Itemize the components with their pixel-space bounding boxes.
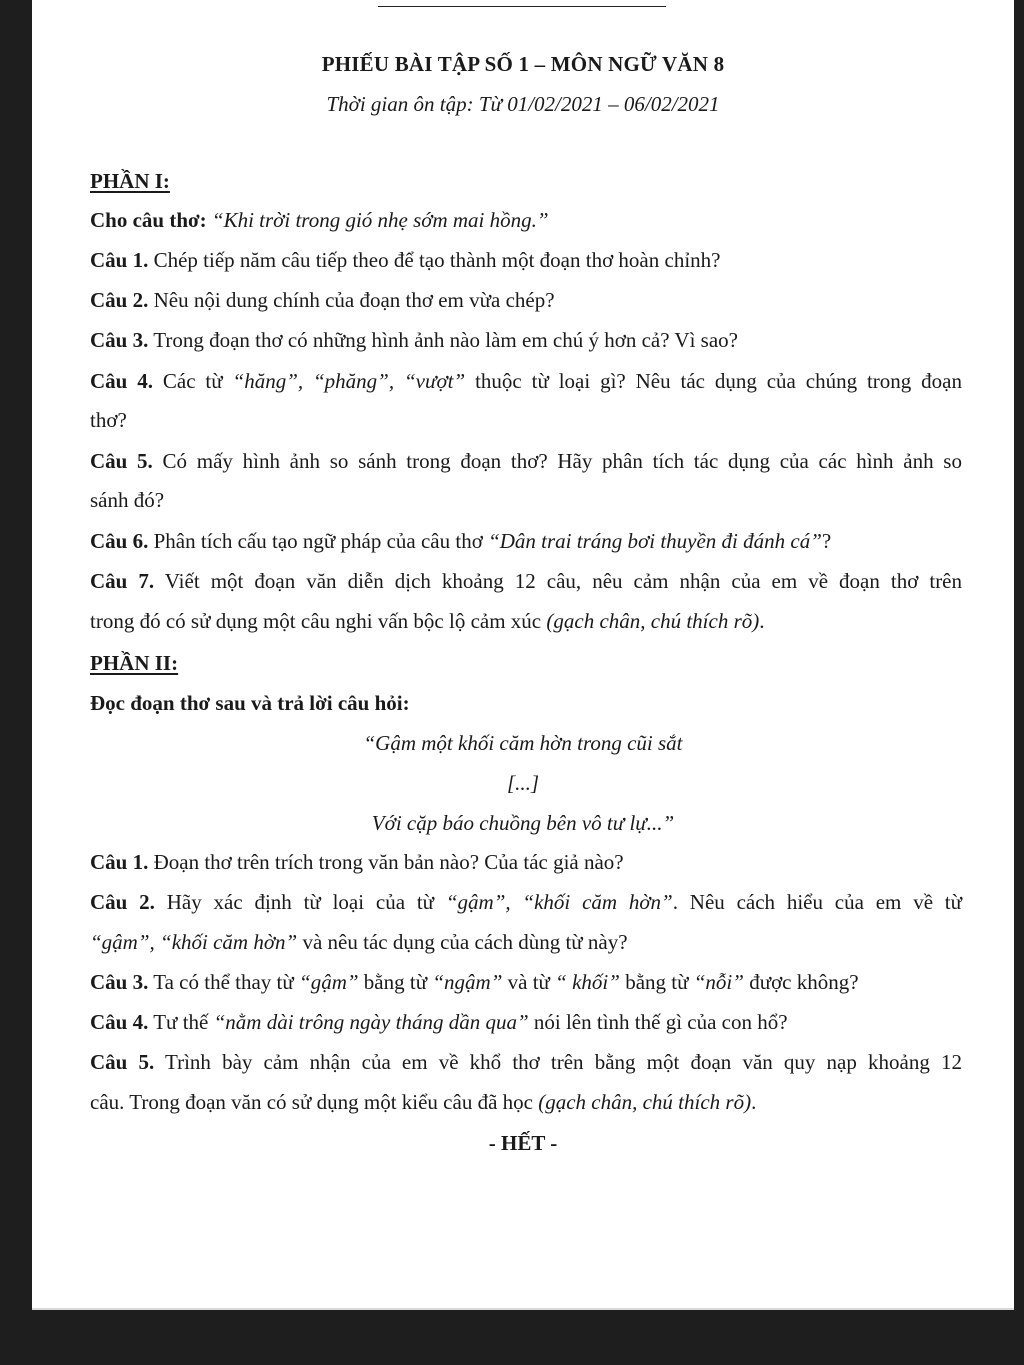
poem-line-2: [...]: [506, 771, 540, 795]
intro-label: Cho câu thơ:: [90, 208, 207, 232]
part2-instruction: [90, 688, 962, 718]
question-text: Ta có thể thay từ: [153, 970, 294, 994]
question-label: Câu 3.: [90, 970, 149, 994]
part2-question-2-cont: [90, 927, 962, 957]
question-end: .: [759, 609, 765, 633]
question-label: Câu 4.: [90, 1010, 149, 1034]
question-term: “nỗi”: [693, 970, 744, 994]
top-rule: [378, 6, 666, 7]
question-text: và nêu tác dụng của cách dùng từ này?: [302, 930, 628, 954]
question-text: được không?: [749, 970, 859, 994]
part2-question-1: [90, 847, 962, 877]
end-marker: - HẾT -: [488, 1131, 558, 1155]
question-label: Câu 2.: [90, 890, 155, 914]
question-terms: “gậm”, “khối căm hờn”: [445, 890, 673, 914]
part2-question-3: [90, 967, 962, 997]
question-label: Câu 5.: [90, 1050, 155, 1074]
part2-question-5-cont: [90, 1087, 962, 1117]
poem-line-1: “Gậm một khối căm hờn trong cũi sắt: [363, 731, 683, 755]
part1-question-4: [90, 366, 962, 396]
question-text: và từ: [507, 970, 550, 994]
question-text: bằng từ: [625, 970, 689, 994]
part2-heading: PHẦN II:: [90, 651, 179, 675]
question-text: . Nêu cách hiểu của em về từ: [672, 890, 963, 914]
question-term: “ngậm”: [432, 970, 503, 994]
question-text: Hãy xác định từ loại của từ: [166, 890, 435, 914]
question-text: Đoạn thơ trên trích trong văn bản nào? Của tác giả nào?: [153, 850, 624, 874]
part1-question-1: [90, 245, 962, 275]
question-label: Câu 7.: [90, 569, 155, 593]
question-text: trong đó có sử dụng một câu nghi vấn bộc lộ cảm xúc: [90, 609, 542, 633]
question-label: Câu 5.: [90, 449, 153, 473]
question-text: Trong đoạn thơ có những hình ảnh nào làm em chú ý hơn cả? Vì sao?: [153, 328, 738, 352]
intro-quote: “Khi trời trong gió nhẹ sớm mai hồng.”: [211, 208, 549, 232]
part1-question-4-cont: thơ?: [90, 408, 127, 432]
question-note: (gạch chân, chú thích rõ): [546, 609, 760, 633]
part1-question-5: [90, 446, 962, 476]
part2-question-4: [90, 1007, 962, 1037]
question-label: Câu 1.: [90, 248, 149, 272]
question-quote: “nằm dài trông ngày tháng dần qua”: [213, 1010, 529, 1034]
question-note: (gạch chân, chú thích rõ): [538, 1090, 752, 1114]
question-term: “gậm”: [299, 970, 359, 994]
question-text: Các từ: [162, 369, 223, 393]
part1-question-2: [90, 285, 962, 315]
question-quote: “Dân trai tráng bơi thuyền đi đánh cá”: [488, 529, 822, 553]
question-terms: “gậm”, “khối căm hờn”: [90, 930, 298, 954]
worksheet-page: [32, 0, 1014, 1310]
page-subtitle: Thời gian ôn tập: Từ 01/02/2021 – 06/02/2021: [326, 92, 720, 116]
question-text: Tư thế: [153, 1010, 209, 1034]
question-label: Câu 4.: [90, 369, 153, 393]
part1-question-3: [90, 325, 962, 355]
question-label: Câu 1.: [90, 850, 149, 874]
question-terms: “hăng”, “phăng”, “vượt”: [232, 369, 466, 393]
question-label: Câu 2.: [90, 288, 149, 312]
page-title: PHIẾU BÀI TẬP SỐ 1 – MÔN NGỮ VĂN 8: [321, 52, 725, 76]
question-text: câu. Trong đoạn văn có sử dụng một kiểu câu đã học: [90, 1090, 533, 1114]
question-text: Trình bày cảm nhận của em về khổ thơ trên bằng một đoạn văn quy nạp khoảng 12: [165, 1050, 962, 1074]
question-text: nói lên tình thế gì của con hổ?: [533, 1010, 788, 1034]
question-label: Câu 3.: [90, 328, 149, 352]
poem-line-3: Với cặp báo chuồng bên vô tư lự...”: [371, 811, 675, 835]
question-text: Phân tích cấu tạo ngữ pháp của câu thơ: [153, 529, 483, 553]
part1-question-7: [90, 566, 962, 596]
question-text: Chép tiếp năm câu tiếp theo để tạo thành một đoạn thơ hoàn chỉnh?: [153, 248, 721, 272]
part1-question-6: [90, 526, 962, 556]
question-term: “ khối”: [555, 970, 620, 994]
question-text: Viết một đoạn văn diễn dịch khoảng 12 câu, nêu cảm nhận của em về đoạn thơ trên: [164, 569, 963, 593]
question-label: Câu 6.: [90, 529, 149, 553]
question-text: Có mấy hình ảnh so sánh trong đoạn thơ? Hãy phân tích tác dụng của các hình ảnh so: [162, 449, 962, 473]
part2-question-5: [90, 1047, 962, 1077]
part1-intro: [90, 205, 962, 235]
part1-heading: PHẦN I:: [90, 169, 170, 193]
part1-question-5-cont: sánh đó?: [90, 488, 165, 512]
instruction-text: Đọc đoạn thơ sau và trả lời câu hỏi:: [90, 691, 410, 715]
question-end: .: [751, 1090, 757, 1114]
question-end: ?: [821, 529, 832, 553]
question-text: Nêu nội dung chính của đoạn thơ em vừa chép?: [153, 288, 555, 312]
question-text: thuộc từ loại gì? Nêu tác dụng của chúng trong đoạn: [475, 369, 963, 393]
part2-question-2: [90, 887, 962, 917]
question-text: bằng từ: [363, 970, 428, 994]
part1-question-7-cont: [90, 606, 962, 636]
